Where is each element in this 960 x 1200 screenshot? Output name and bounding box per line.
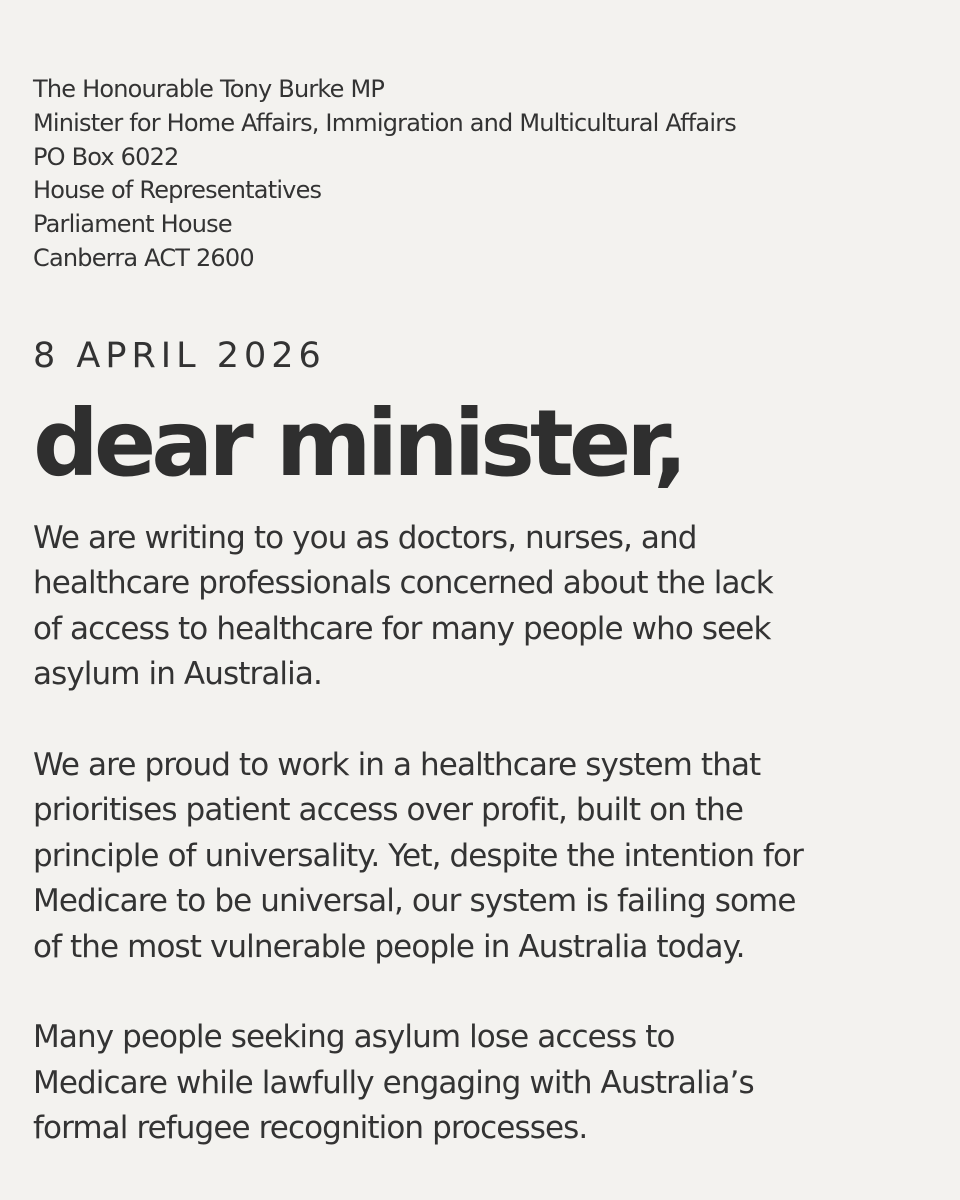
address-line-house: House of Representatives: [33, 176, 322, 205]
paragraph-line: We are proud to work in a healthcare system that: [33, 746, 761, 783]
letter-body: [33, 516, 928, 1152]
paragraph-line: principle of universality. Yet, despite the intention for: [33, 837, 803, 874]
address-line-title: Minister for Home Affairs, Immigration and Multicultural Affairs: [33, 108, 736, 137]
paragraph-intro: [33, 516, 928, 698]
recipient-address: [33, 73, 928, 276]
address-line-building: Parliament House: [33, 210, 232, 239]
paragraph-line: Many people seeking asylum lose access to: [33, 1019, 675, 1056]
paragraph-line: prioritises patient access over profit, built on the: [33, 792, 744, 829]
paragraph-medicare: [33, 743, 928, 971]
letter-date: 8 APRIL 2026: [33, 335, 326, 376]
paragraph-line: asylum in Australia.: [33, 656, 322, 693]
address-line-po-box: PO Box 6022: [33, 142, 179, 171]
paragraph-asylum: [33, 1015, 928, 1152]
salutation-heading: dear minister,: [33, 389, 684, 497]
paragraph-line: of the most vulnerable people in Australia today.: [33, 928, 745, 965]
address-line-name: The Honourable Tony Burke MP: [33, 75, 385, 103]
paragraph-line: Medicare to be universal, our system is failing some: [33, 883, 796, 920]
paragraph-line: formal refugee recognition processes.: [33, 1110, 588, 1147]
paragraph-line: healthcare professionals concerned about the lack: [33, 565, 773, 602]
paragraph-line: Medicare while lawfully engaging with Australia’s: [33, 1064, 754, 1101]
paragraph-line: We are writing to you as doctors, nurses, and: [33, 519, 697, 556]
paragraph-line: of access to healthcare for many people who seek: [33, 610, 771, 647]
address-line-city: Canberra ACT 2600: [33, 243, 254, 272]
